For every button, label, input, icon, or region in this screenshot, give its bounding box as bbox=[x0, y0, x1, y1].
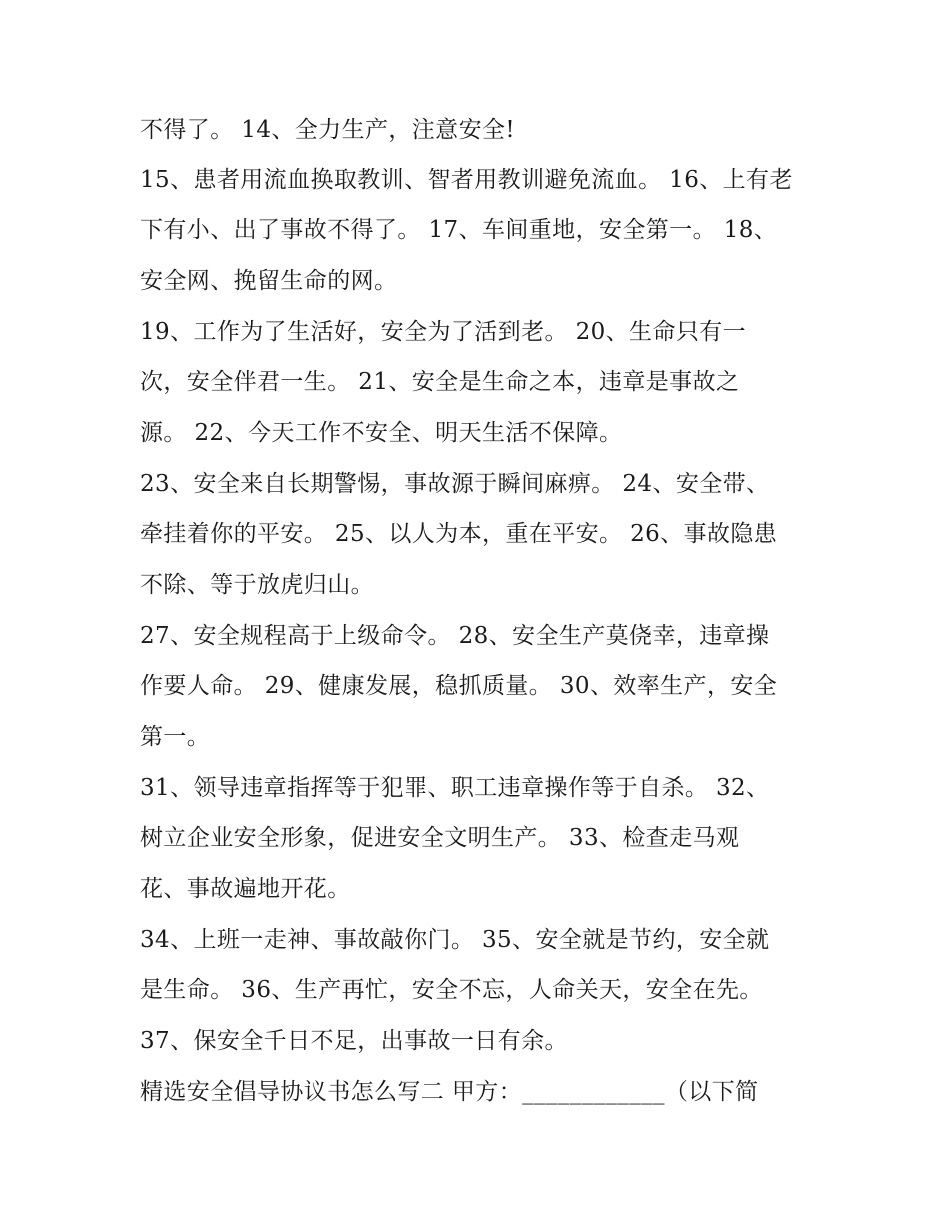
text-line: 花、事故遍地开花。 bbox=[140, 876, 351, 902]
text-line: 源。 22、今天工作不安全、明天生活不保障。 bbox=[140, 420, 623, 446]
text-line: 34、上班一走神、事故敲你门。 35、安全就是节约，安全就 bbox=[140, 927, 770, 953]
text-line: 37、保安全千日不足，出事故一日有余。 bbox=[140, 1028, 568, 1054]
text-line: 牵挂着你的平安。 25、以人为本，重在平安。 26、事故隐患 bbox=[140, 521, 778, 547]
text-line: 作要人命。 29、健康发展，稳抓质量。 30、效率生产，安全 bbox=[140, 673, 778, 699]
text-line: 安全网、挽留生命的网。 bbox=[140, 268, 398, 294]
text-line: 第一。 bbox=[140, 724, 211, 750]
text-line: 次，安全伴君一生。 21、安全是生命之本，违章是事故之 bbox=[140, 369, 740, 395]
text-line: 下有小、出了事故不得了。 17、车间重地，安全第一。 18、 bbox=[140, 217, 778, 243]
text-line: 不得了。 14、全力生产，注意安全! bbox=[140, 117, 516, 143]
text-line: 是生命。 36、生产再忙，安全不忘，人命关天，安全在先。 bbox=[140, 977, 763, 1003]
text-line: 31、领导违章指挥等于犯罪、职工违章操作等于自杀。 32、 bbox=[140, 775, 770, 801]
text-line: 27、安全规程高于上级命令。 28、安全生产莫侥幸，违章操 bbox=[140, 623, 770, 649]
text-line: 19、工作为了生活好，安全为了活到老。 20、生命只有一 bbox=[140, 319, 747, 345]
text-line: 树立企业安全形象，促进安全文明生产。 33、检查走马观 bbox=[140, 825, 740, 851]
text-line: 15、患者用流血换取教训、智者用教训避免流血。 16、上有老 bbox=[140, 167, 793, 193]
text-line: 精选安全倡导协议书怎么写二 甲方：____________（以下简 bbox=[140, 1079, 759, 1105]
text-line: 不除、等于放虎归山。 bbox=[140, 572, 374, 598]
text-line: 23、安全来自长期警惕，事故源于瞬间麻痹。 24、安全带、 bbox=[140, 471, 770, 497]
